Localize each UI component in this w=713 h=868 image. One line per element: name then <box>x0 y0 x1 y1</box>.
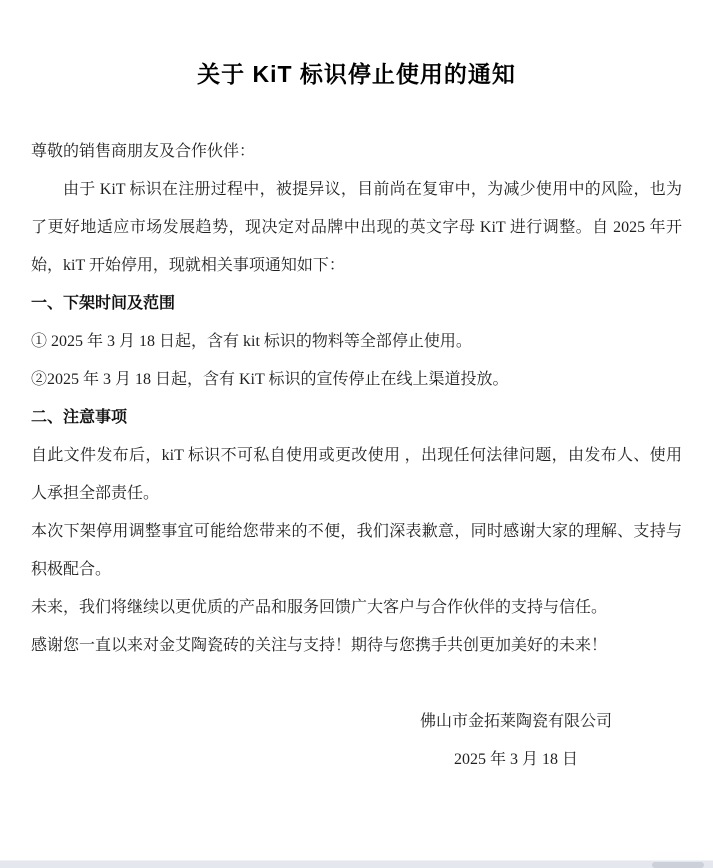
signature-block <box>420 703 612 779</box>
signature-date: 2025 年 3 月 18 日 <box>453 751 578 769</box>
section-2-paragraph-2: 本次下架停用调整事宜可能给您带来的不便，我们深表歉意，同时感谢大家的理解、支持与积极配合。 <box>31 523 682 579</box>
document-title: 关于 KiT 标识停止使用的通知 <box>197 61 516 88</box>
section-1-item-2: ②2025 年 3 月 18 日起，含有 KiT 标识的宣传停止在线上渠道投放。 <box>31 371 509 389</box>
closing-paragraph-2: 感谢您一直以来对金艾陶瓷砖的关注与支持！期待与您携手共创更加美好的未来！ <box>31 637 608 655</box>
section-2-paragraph-1: 自此文件发布后，kiT 标识不可私自使用或更改使用 ，出现任何法律问题，由发布人、使用人承担全部责任。 <box>31 447 682 503</box>
section-1-heading: 一、下架时间及范围 <box>31 295 176 313</box>
window-bottom-bar <box>0 860 713 868</box>
section-2-heading: 二、注意事项 <box>31 409 128 427</box>
horizontal-scrollbar-thumb[interactable] <box>652 862 704 868</box>
salutation: 尊敬的销售商朋友及合作伙伴： <box>31 143 256 161</box>
section-1-item-1: ① 2025 年 3 月 18 日起，含有 kit 标识的物料等全部停止使用。 <box>31 333 472 351</box>
signature-company-name: 佛山市金拓莱陶瓷有限公司 <box>419 713 612 731</box>
intro-paragraph: 由于 KiT 标识在注册过程中，被提异议，目前尚在复审中，为减少使用中的风险，也为了更好地适应市场发展趋势，现决定对品牌中出现的英文字母 KiT 进行调整。自 2025 年开始，kiT 开始停用，现就相关事项通知如下： <box>31 181 682 275</box>
closing-paragraph-1: 未来，我们将继续以更优质的产品和服务回馈广大客户与合作伙伴的支持与信任。 <box>31 599 608 617</box>
